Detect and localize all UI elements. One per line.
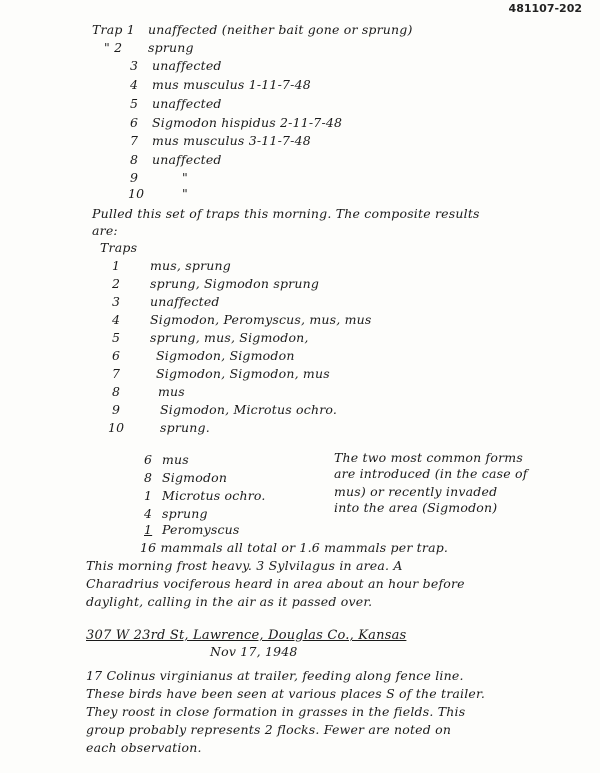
tally-species: Microtus ochro. <box>162 488 266 503</box>
trap-label: Trap 1 <box>92 22 135 37</box>
composite-num: 10 <box>108 420 125 435</box>
side-note-line: are introduced (in the case of <box>334 466 528 481</box>
composite-num: 1 <box>112 258 121 273</box>
observation-line: 17 Colinus virginianus at trailer, feeding along fence line. <box>86 668 464 683</box>
composite-num: 3 <box>112 294 121 309</box>
location-heading: 307 W 23rd St, Lawrence, Douglas Co., Kansas <box>86 628 407 643</box>
composite-text: mus <box>158 384 185 399</box>
observation-line: each observation. <box>86 740 202 755</box>
trap-label: 4 <box>130 77 139 92</box>
trap-result: unaffected <box>152 152 222 167</box>
trap-result: unaffected <box>152 58 222 73</box>
side-note-line: into the area (Sigmodon) <box>334 500 498 515</box>
composite-text: Sigmodon, Sigmodon, mus <box>156 366 330 381</box>
tally-species: Peromyscus <box>162 522 240 537</box>
tally-species: Sigmodon <box>162 470 228 485</box>
tally-count: 6 <box>144 452 153 467</box>
tally-count: 8 <box>144 470 153 485</box>
composite-text: sprung, mus, Sigmodon, <box>150 330 309 345</box>
tally-count: 4 <box>144 506 153 521</box>
trap-label: 6 <box>130 115 139 130</box>
side-note-line: mus) or recently invaded <box>334 484 498 499</box>
trap-result: sprung <box>148 40 194 55</box>
composite-text: sprung, Sigmodon sprung <box>150 276 320 291</box>
composite-num: 2 <box>112 276 121 291</box>
observation-line: group probably represents 2 flocks. Fewer are noted on <box>86 722 452 737</box>
observation-line: daylight, calling in the air as it passed over. <box>86 594 373 609</box>
composite-num: 4 <box>112 312 121 327</box>
tally-total: 16 mammals all total or 1.6 mammals per trap. <box>140 540 449 555</box>
trap-result: " <box>182 186 188 201</box>
document-id: 481107-202 <box>508 2 582 15</box>
composite-num: 8 <box>112 384 121 399</box>
trap-result: " <box>182 170 188 185</box>
composite-text: Sigmodon, Microtus ochro. <box>160 402 338 417</box>
composite-num: 7 <box>112 366 121 381</box>
trap-label: 7 <box>130 133 139 148</box>
observation-line: This morning frost heavy. 3 Sylvilagus in area. A <box>86 558 403 573</box>
trap-result: mus musculus 3-11-7-48 <box>152 133 311 148</box>
tally-species: sprung <box>162 506 208 521</box>
observation-line: These birds have been seen at various places S of the trailer. <box>86 686 485 701</box>
traps-header: Traps <box>100 240 138 255</box>
trap-result: unaffected <box>152 96 222 111</box>
composite-text: unaffected <box>150 294 220 309</box>
tally-species: mus <box>162 452 189 467</box>
composite-num: 5 <box>112 330 121 345</box>
composite-text: Sigmodon, Peromyscus, mus, mus <box>150 312 372 327</box>
trap-label: 5 <box>130 96 139 111</box>
entry-date: Nov 17, 1948 <box>210 644 298 659</box>
observation-line: They roost in close formation in grasses in the fields. This <box>86 704 466 719</box>
composite-num: 6 <box>112 348 121 363</box>
side-note-line: The two most common forms <box>334 450 523 465</box>
composite-num: 9 <box>112 402 121 417</box>
composite-text: sprung. <box>160 420 210 435</box>
trap-label: 9 <box>130 170 139 185</box>
trap-label: " 2 <box>104 40 123 55</box>
tally-count: 1 <box>144 488 153 503</box>
pulled-traps-line: Pulled this set of traps this morning. The composite results <box>92 206 480 221</box>
tally-count: 1 <box>144 522 153 537</box>
trap-result: unaffected (neither bait gone or sprung) <box>148 22 413 37</box>
pulled-traps-line: are: <box>92 223 118 238</box>
composite-text: Sigmodon, Sigmodon <box>156 348 295 363</box>
trap-result: Sigmodon hispidus 2-11-7-48 <box>152 115 343 130</box>
trap-label: 10 <box>128 186 145 201</box>
composite-text: mus, sprung <box>150 258 231 273</box>
trap-label: 8 <box>130 152 139 167</box>
trap-label: 3 <box>130 58 139 73</box>
observation-line: Charadrius vociferous heard in area about an hour before <box>86 576 465 591</box>
trap-result: mus musculus 1-11-7-48 <box>152 77 311 92</box>
